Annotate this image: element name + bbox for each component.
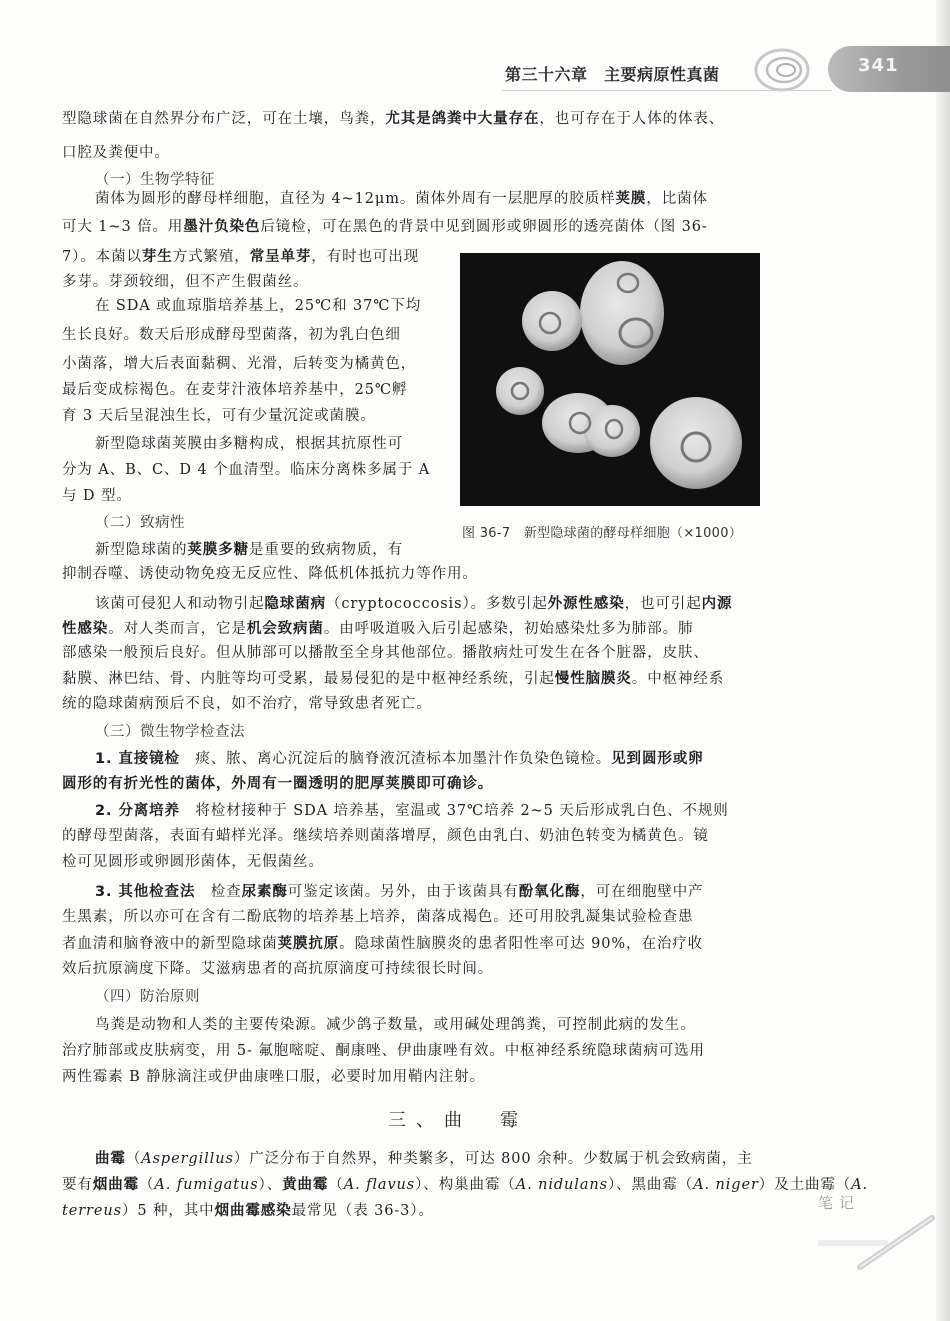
text-line: 部感染一般预后良好。但从肺部可以播散至全身其他部位。播散病灶可发生在各个脏器，皮肤、 <box>62 645 709 661</box>
text-line: 与 D 型。 <box>62 488 132 504</box>
section-heading: （三）微生物学检查法 <box>95 724 245 740</box>
text-line: 效后抗原滴度下降。艾滋病患者的高抗原滴度可持续很长时间。 <box>62 961 494 977</box>
text-line: 最后变成棕褐色。在麦芽汁液体培养基中，25℃孵 <box>62 382 408 398</box>
text-line: 新型隐球菌的荚膜多糖是重要的致病物质，有 <box>95 541 404 558</box>
text-line: 治疗肺部或皮肤病变，用 5- 氟胞嘧啶、酮康唑、伊曲康唑有效。中枢神经系统隐球菌病可选用 <box>62 1043 705 1059</box>
text-line: 7）。本菌以芽生方式繁殖，常呈单芽，有时也可出现 <box>62 248 420 265</box>
text-line: 2. 分离培养 将检材接种于 SDA 培养基，室温或 37℃培养 2~5 天后形成乳白色、不规则 <box>95 803 729 819</box>
section-title: 三、曲 霉 <box>388 1110 528 1131</box>
text-line: 该菌可侵犯人和动物引起隐球菌病（cryptococcosis）。多数引起外源性感染，也可引起内源 <box>95 595 733 612</box>
text-line: 的酵母型菌落，表面有蜡样光泽。继续培养则菌落增厚，颜色由乳白、奶油色转变为橘黄色。镜 <box>62 828 709 844</box>
text-line: 检可见圆形或卵圆形菌体，无假菌丝。 <box>62 854 324 870</box>
text-line: 菌体为圆形的酵母样细胞，直径为 4~12μm。菌体外周有一层肥厚的胶质样荚膜，比菌体 <box>95 190 708 207</box>
text-line: 1. 直接镜检 痰、脓、离心沉淀后的脑脊液沉渣标本加墨汁作负染色镜检。见到圆形或卵 <box>95 750 704 767</box>
pencil-icon <box>850 1212 940 1272</box>
chapter-title: 第三十六章 主要病原性真菌 <box>505 65 720 84</box>
text-line: 黏膜、淋巴结、骨、内脏等均可受累，最易侵犯的是中枢神经系统，引起慢性脑膜炎。中枢神经系 <box>62 670 725 687</box>
margin-note-label: 笔记 <box>818 1194 861 1212</box>
text-line: 多芽。芽颈较细，但不产生假菌丝。 <box>62 274 309 290</box>
text-line: 圆形的有折光性的菌体，外周有一圈透明的肥厚荚膜即可确诊。 <box>62 775 494 792</box>
text-line: 可大 1~3 倍。用墨汁负染色后镜检，可在黑色的背景中见到圆形或卵圆形的透亮菌体（图 36- <box>62 218 708 235</box>
text-line: 两性霉素 B 静脉滴注或伊曲康唑口服，必要时加用鞘内注射。 <box>62 1069 485 1085</box>
text-line: 育 3 天后呈混浊生长，可有少量沉淀或菌膜。 <box>62 408 376 424</box>
text-line: 分为 A、B、C、D 4 个血清型。临床分离株多属于 A <box>62 462 431 478</box>
page-edge-shadow <box>936 0 950 1321</box>
section-heading: （二）致病性 <box>95 515 185 531</box>
header-rule <box>502 90 832 91</box>
text-line: 生长良好。数天后形成酵母型菌落，初为乳白色细 <box>62 327 401 343</box>
page-number: 341 <box>858 55 899 76</box>
section-heading: （一）生物学特征 <box>95 172 215 188</box>
text-line: 型隐球菌在自然界分布广泛，可在土壤，鸟粪，尤其是鸽粪中大量存在，也可存在于人体的体表、 <box>62 110 725 127</box>
text-line: 者血清和脑脊液中的新型隐球菌荚膜抗原。隐球菌性脑膜炎的患者阳性率可达 90%，在治疗收 <box>62 935 704 952</box>
text-line: 在 SDA 或血琼脂培养基上，25℃和 37℃下均 <box>95 298 422 314</box>
text-line: 小菌落，增大后表面黏稠、光滑，后转变为橘黄色， <box>62 356 417 372</box>
text-line: 3. 其他检查法 检查尿素酶可鉴定该菌。另外，由于该菌具有酚氧化酶，可在细胞壁中产 <box>95 883 704 900</box>
figure-caption: 图 36-7 新型隐球菌的酵母样细胞（×1000） <box>462 526 743 541</box>
text-line: 生黑素，所以亦可在含有二酚底物的培养基上培养，菌落成褐色。还可用胶乳凝集试验检查患 <box>62 909 694 925</box>
text-line: terreus）5 种，其中烟曲霉感染最常见（表 36-3）。 <box>62 1202 434 1219</box>
text-line: 鸟粪是动物和人类的主要传染源。减少鸽子数量，或用碱处理鸽粪，可控制此病的发生。 <box>95 1017 696 1033</box>
text-line: 曲霉（Aspergillus）广泛分布于自然界，种类繁多，可达 800 余种。少数属于机会致病菌，主 <box>95 1150 753 1167</box>
text-line: 口腔及粪便中。 <box>62 145 170 161</box>
text-line: 抑制吞噬、诱使动物免疫无反应性、降低机体抵抗力等作用。 <box>62 566 478 582</box>
text-line: 统的隐球菌病预后不良，如不治疗，常导致患者死亡。 <box>62 696 432 712</box>
section-heading: （四）防治原则 <box>95 989 200 1005</box>
text-line: 要有烟曲霉（A. fumigatus）、黄曲霉（A. flavus）、构巢曲霉（A. nidulans）、黑曲霉（A. niger）及土曲霉（A. <box>62 1176 869 1193</box>
yeast-cells-image <box>460 253 760 506</box>
text-line: 新型隐球菌荚膜由多糖构成，根据其抗原性可 <box>95 436 403 452</box>
text-line: 性感染。对人类而言，它是机会致病菌。由呼吸道吸入后引起感染，初始感染灶多为肺部。肺 <box>62 620 694 637</box>
micrograph-figure <box>460 253 760 506</box>
